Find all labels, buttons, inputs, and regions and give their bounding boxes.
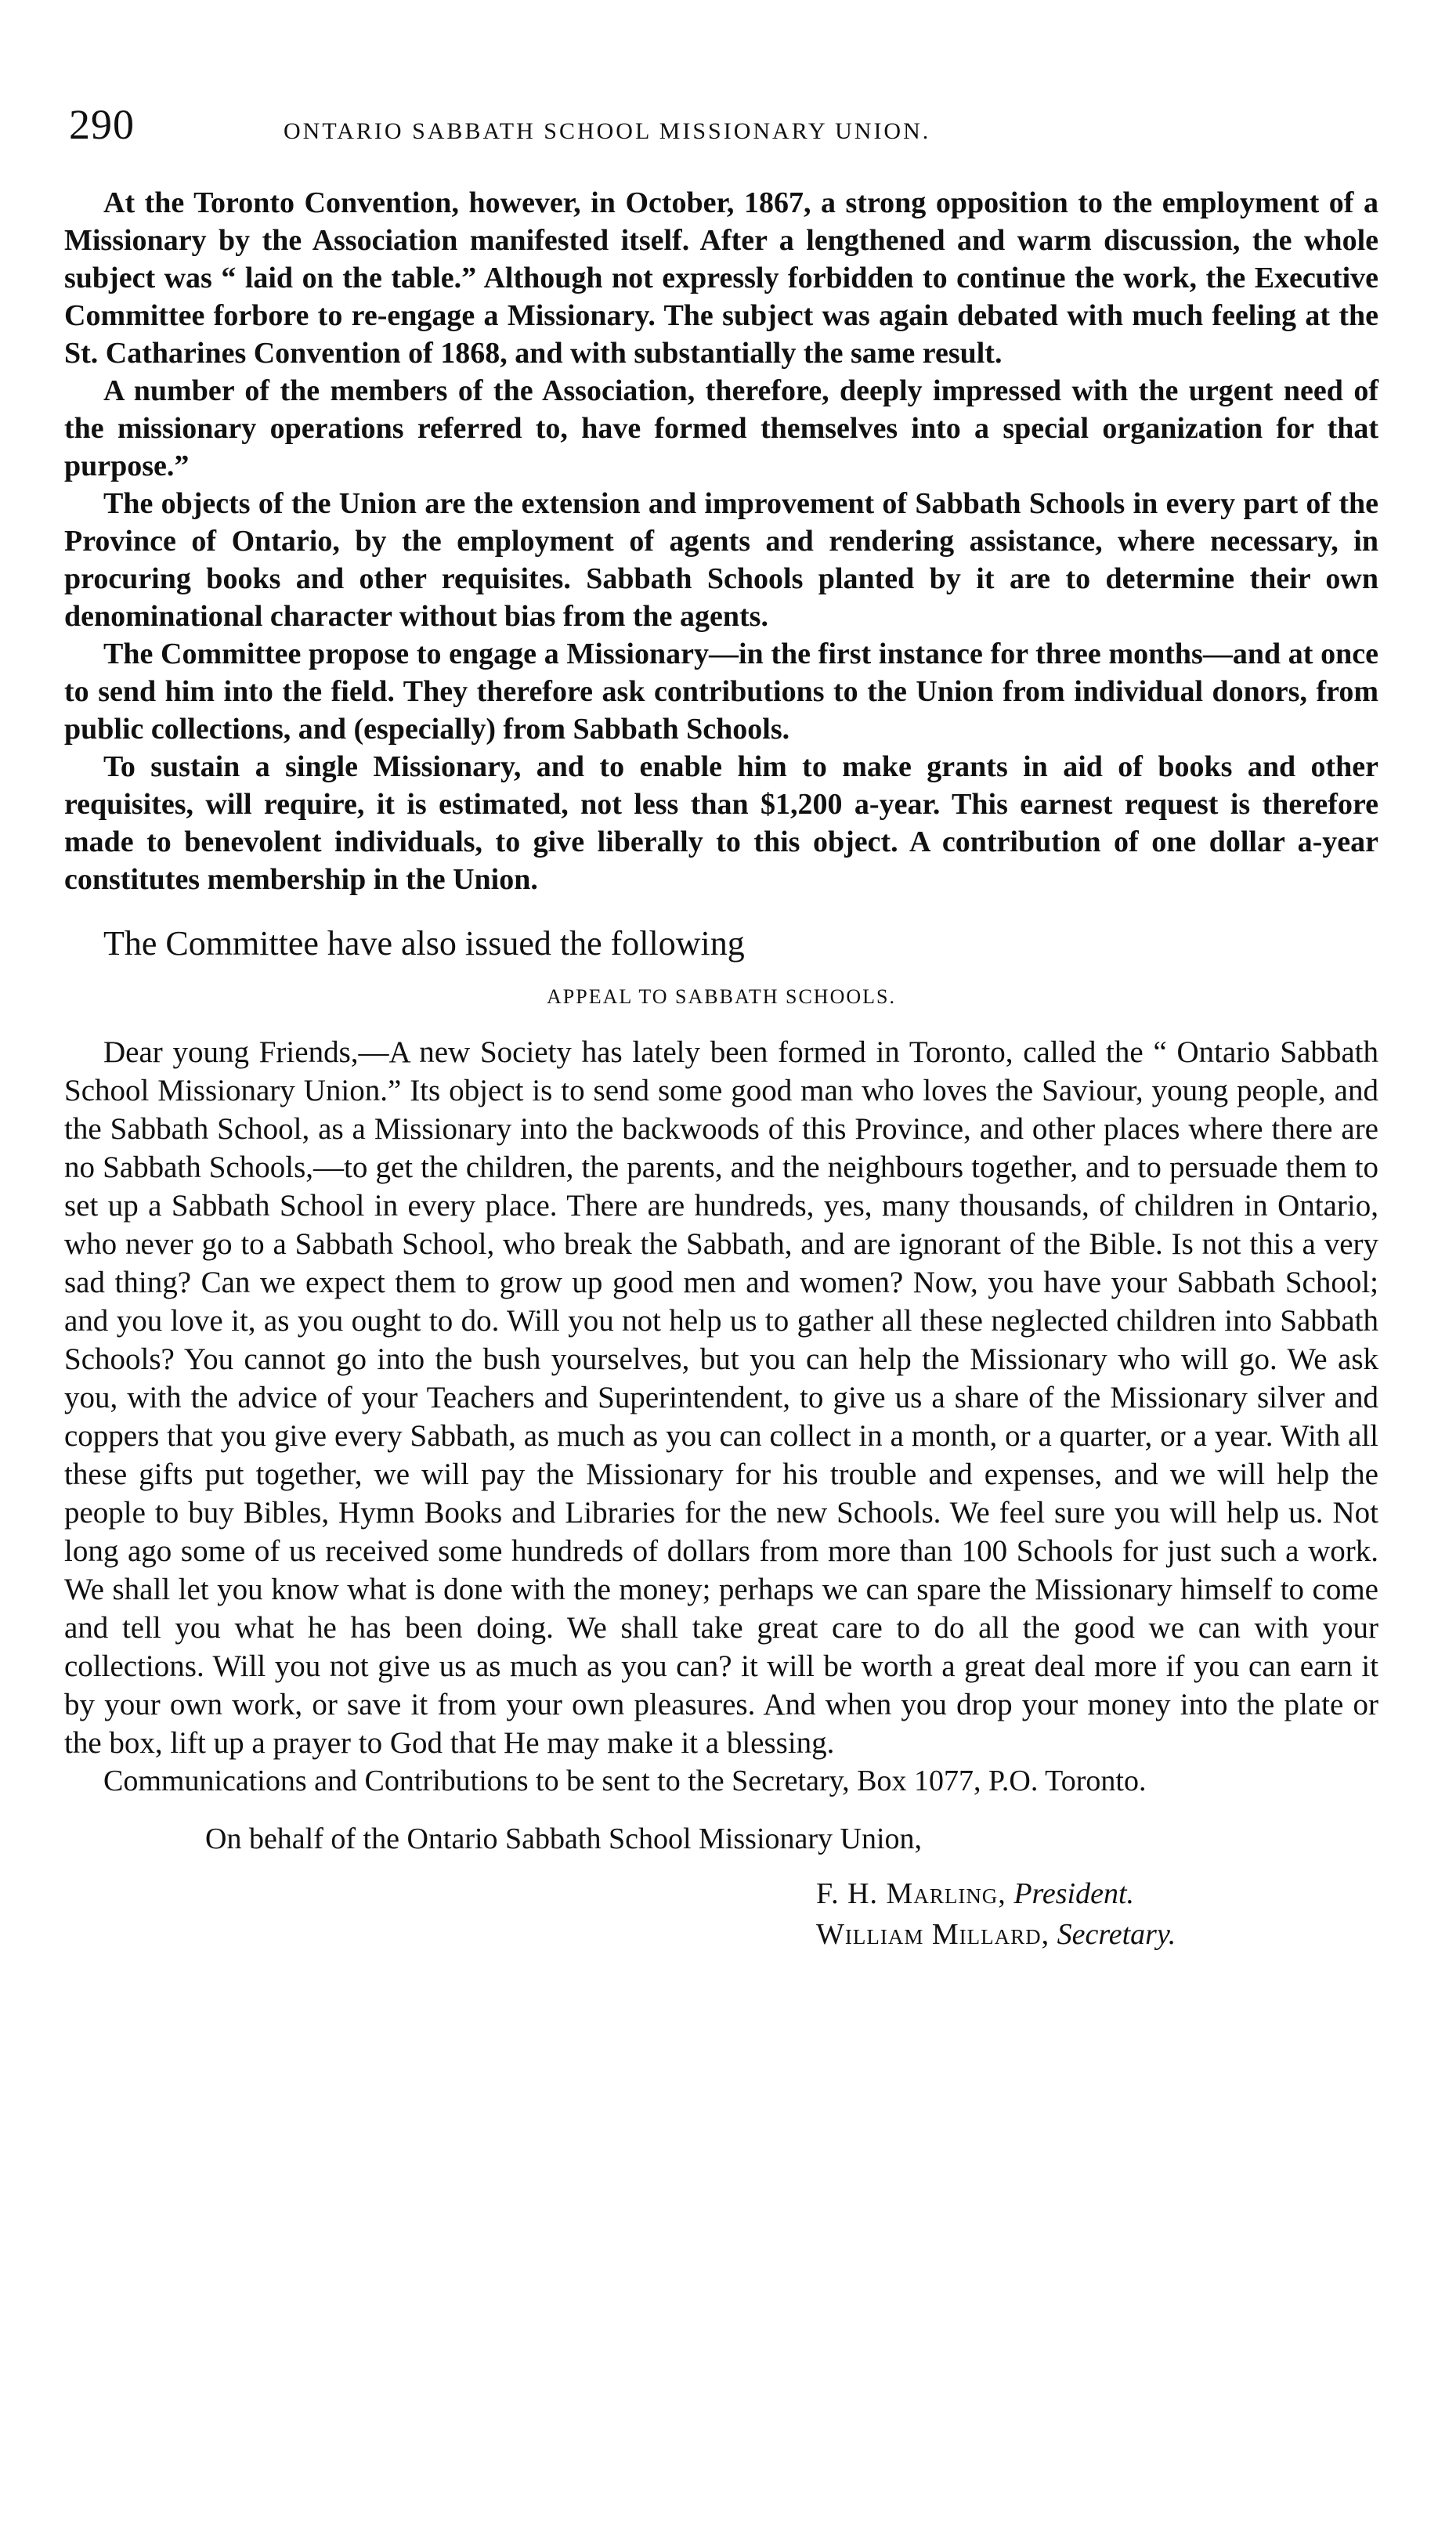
appeal-heading: APPEAL TO SABBATH SCHOOLS.: [547, 985, 896, 1008]
signature-block: [64, 1873, 1378, 1955]
signatory-secretary: [816, 1914, 1378, 1955]
signatory-president: [816, 1873, 1378, 1914]
paragraph: To sustain a single Missionary, and to enable him to make grants in aid of books and other requisites, will require, it is estimated, not less than $1,200 a-year. This earnest request is therefore made to benevolent individuals, to give liberally to this object. A contribution of one dollar a-year constitutes membership in the Union.: [64, 750, 1378, 896]
page-number: 290: [69, 101, 135, 148]
paragraph: The Committee propose to engage a Missionary—in the first instance for three months—and at once to send him into the field. They therefore ask contributions to the Union from individual donors, from public collections, and (especially) from Sabbath Schools.: [64, 638, 1378, 746]
signatory-role: President.: [1013, 1877, 1135, 1910]
signatory-name: F. H. Marling,: [816, 1877, 1006, 1910]
page-header: [69, 100, 1369, 149]
closing-note: Communications and Contributions to be sent to the Secretary, Box 1077, P.O. Toronto.: [103, 1765, 1147, 1797]
appeal-text: Dear young Friends,—A new Society has lately been formed in Toronto, called the “ Ontario Sabbath School Missionary Union.” Its object is to send some good man who loves the Saviour, young people, and the Sabbath School, as a Missionary into the backwoods of this Province, and other places where there are no Sabbath Schools,—to get the children, the parents, and the neighbours together, and to persuade them to set up a Sabbath School in every place. There are hundreds, yes, many thousands, of children in Ontario, who never go to a Sabbath School, who break the Sabbath, and are ignorant of the Bible. Is not this a very sad thing? Can we expect them to grow up good men and women? Now, you have your Sabbath School; and you love it, as you ought to do. Will you not help us to gather all these neglected children into Sabbath Schools? You cannot go into the bush yourselves, but you can help the Missionary who will go. We ask you, with the advice of your Teachers and Superintendent, to give us a share of the Missionary silver and coppers that you give every Sabbath, as much as you can collect in a month, or a quarter, or a year. With all these gifts put together, we will pay the Missionary for his trouble and expenses, and we will help the people to buy Bibles, Hymn Books and Libraries for the new Schools. We feel sure you will help us. Not long ago some of us received some hundreds of dollars from more than 100 Schools for just such a work. We shall let you know what is done with the money; perhaps we can spare the Missionary himself to come and tell you what he has been doing. We shall take great care to do all the good we can with your collections. Will you not give us as much as you can? it will be worth a great deal more if you can earn it by your own work, or save it from your own pleasures. And when you drop your money into the plate or the box, lift up a prayer to God that He may make it a blessing.: [64, 1035, 1378, 1760]
paragraph: The objects of the Union are the extension and improvement of Sabbath Schools in every part of the Province of Ontario, by the employment of agents and rendering assistance, where necessary, in procuring books and other requisites. Sabbath Schools planted by it are to determine their own denominational character without bias from the agents.: [64, 487, 1378, 633]
paragraph: At the Toronto Convention, however, in October, 1867, a strong opposition to the employment of a Missionary by the Association manifested itself. After a lengthened and warm discussion, the whole subject was “ laid on the table.” Although not expressly forbidden to continue the work, the Executive Committee forbore to re-engage a Missionary. The subject was again debated with much feeling at the St. Catharines Convention of 1868, and with substantially the same result.: [64, 186, 1378, 370]
paragraph: A number of the members of the Association, therefore, deeply impressed with the urgent need of the missionary operations referred to, have formed themselves into a special organization for that purpose.”: [64, 374, 1378, 482]
lead-line: The Committee have also issued the following: [103, 924, 745, 963]
running-title: ONTARIO SABBATH SCHOOL MISSIONARY UNION.: [284, 118, 931, 144]
signatory-name: William Millard,: [816, 1918, 1050, 1951]
signatory-role: Secretary.: [1057, 1918, 1176, 1951]
body-text: [64, 184, 1378, 1955]
on-behalf-line: On behalf of the Ontario Sabbath School Missionary Union,: [205, 1822, 923, 1855]
